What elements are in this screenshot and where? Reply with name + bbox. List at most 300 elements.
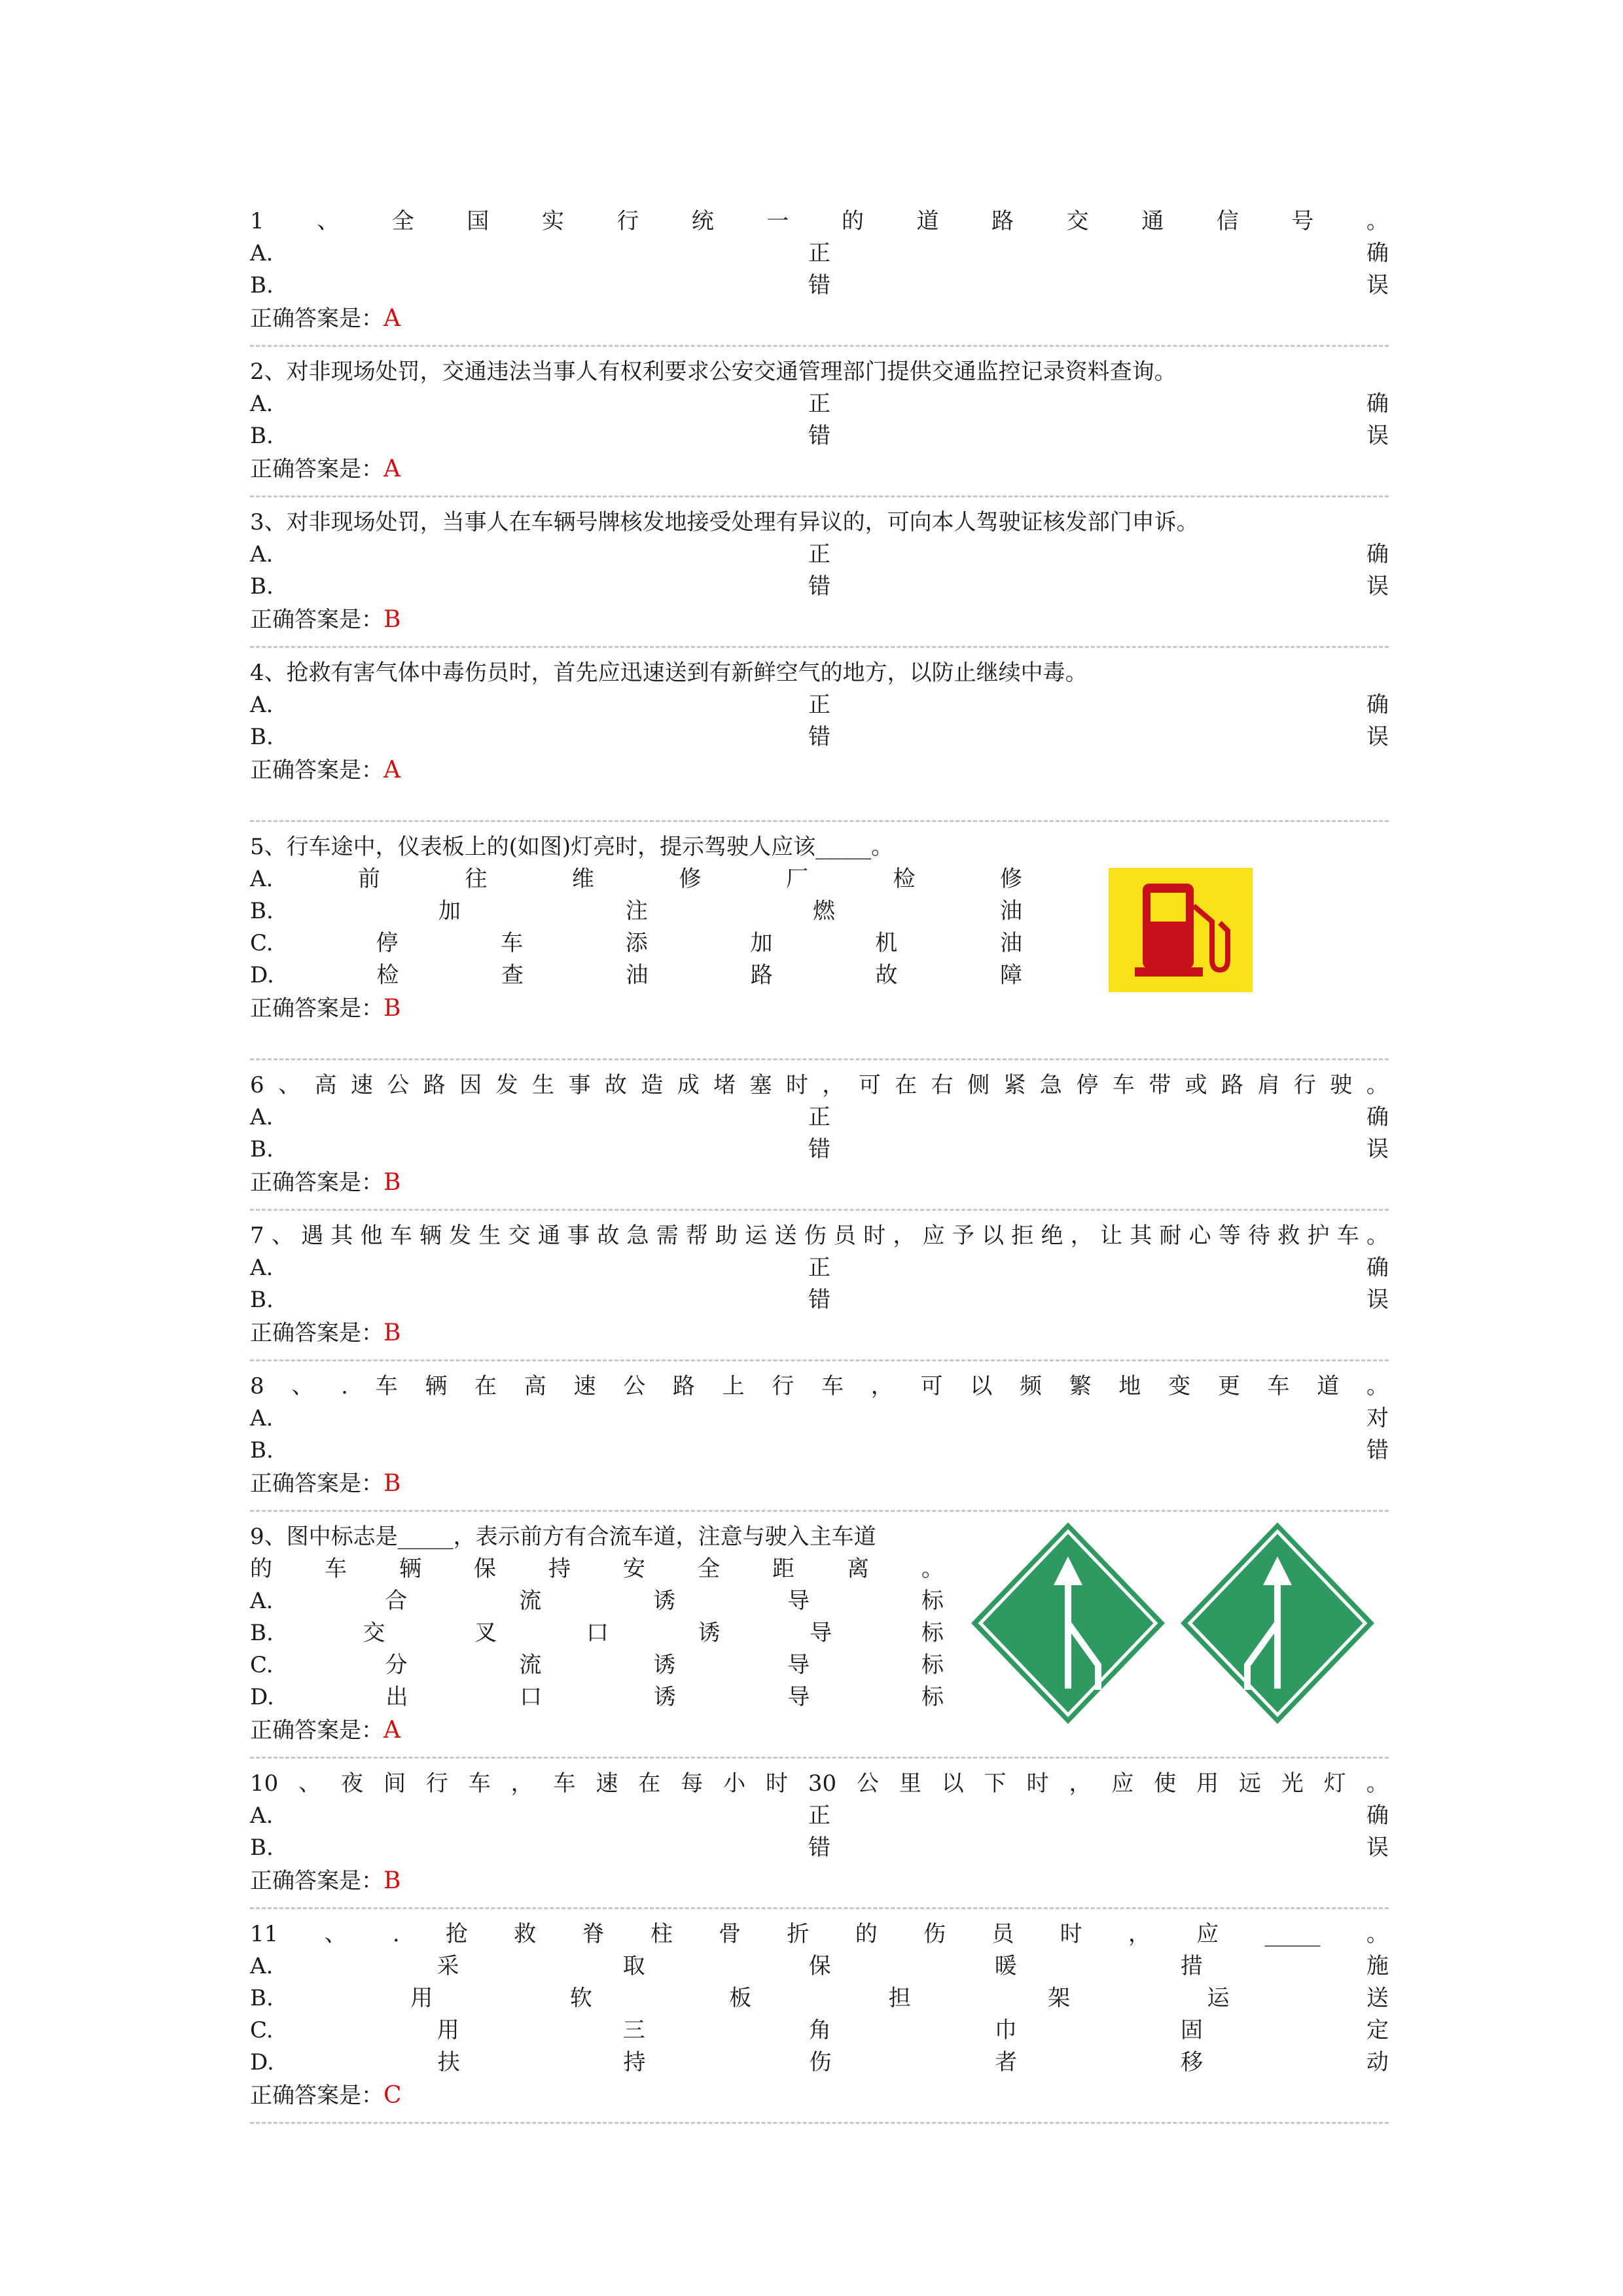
text-token: D. (250, 962, 274, 988)
option-text: 正 (808, 1255, 830, 1281)
option-b (250, 420, 1389, 452)
option-prefix: A. (250, 391, 274, 417)
text-token: 、 (291, 1373, 314, 1399)
text-token: 辆 (419, 1223, 442, 1249)
text-token: 10 (250, 1770, 279, 1797)
text-token: 以 (970, 1373, 993, 1399)
option-text: 错 (808, 423, 830, 449)
text-token: 辆 (425, 1373, 448, 1399)
option-d (250, 1681, 944, 1713)
text-token: 应 (1196, 1921, 1219, 1947)
option-prefix: A. (250, 1104, 274, 1130)
correct-answer (250, 452, 1389, 486)
answer-label: 正确答案是： (250, 1471, 383, 1497)
text-token: 其 (330, 1223, 353, 1249)
text-token: 间 (383, 1770, 406, 1797)
option-prefix: B. (250, 1136, 274, 1162)
text-token: 时 (1026, 1770, 1049, 1797)
text-token: 合 (385, 1588, 408, 1614)
correct-answer (250, 603, 1389, 637)
option-text: 误 (1366, 1287, 1389, 1313)
text-token: 注 (625, 898, 648, 924)
text-token: ， (893, 1223, 916, 1249)
question-8 (250, 1361, 1389, 1512)
text-token: 在 (895, 1072, 918, 1098)
text-token: D. (250, 1684, 274, 1710)
text-token: 加 (438, 898, 461, 924)
answer-value: A (383, 1717, 401, 1744)
text-token: 事 (568, 1072, 591, 1098)
option-b (250, 1284, 1389, 1316)
text-token: 里 (899, 1770, 921, 1797)
question-title (250, 1371, 1389, 1403)
answer-value: A (383, 456, 401, 482)
text-token: 信 (1216, 208, 1239, 234)
option-text: 正 (808, 1104, 830, 1130)
text-token: 导 (787, 1588, 810, 1614)
text-token: 远 (1239, 1770, 1262, 1797)
text-token: 三 (622, 2017, 645, 2043)
option-prefix: B. (250, 573, 274, 600)
text-token: A. (250, 1953, 274, 1979)
text-token: 速 (573, 1373, 596, 1399)
text-token: 查 (501, 962, 524, 988)
text-token: 分 (385, 1652, 408, 1678)
question-10 (250, 1759, 1389, 1909)
correct-answer (250, 1316, 1389, 1350)
text-token: 发 (495, 1072, 518, 1098)
text-token: 机 (875, 930, 898, 956)
answer-label: 正确答案是： (250, 1320, 383, 1346)
correct-answer (250, 992, 1389, 1026)
text-token: 口 (586, 1620, 609, 1646)
answer-value: C (383, 2082, 402, 2109)
text-token: 架 (1048, 1985, 1071, 2011)
question-2 (250, 347, 1389, 497)
text-token: 车 (1112, 1072, 1135, 1098)
text-token: 夜 (341, 1770, 364, 1797)
text-token: 交 (1066, 208, 1089, 234)
option-c (250, 2015, 1389, 2047)
answer-value: B (383, 1169, 401, 1196)
text-token: 速 (350, 1072, 373, 1098)
text-token: 以 (982, 1223, 1005, 1249)
text-token: 心 (1188, 1223, 1211, 1249)
text-token: 伤 (809, 2049, 832, 2075)
option-a (250, 1252, 1389, 1284)
option-text: 误 (1366, 423, 1389, 449)
option-b (250, 1134, 1389, 1166)
text-token: 统 (691, 208, 714, 234)
question-title (250, 1918, 1389, 1950)
text-token: 抢 (445, 1921, 468, 1947)
text-token: C. (250, 930, 274, 956)
text-token: 公 (623, 1373, 646, 1399)
merge-lane-signs (970, 1518, 1389, 1728)
text-token: 辆 (399, 1556, 421, 1582)
text-token: 骨 (719, 1921, 741, 1947)
text-token: 通 (537, 1223, 560, 1249)
text-token: 下 (984, 1770, 1007, 1797)
option-a (250, 539, 1389, 571)
option-prefix: A. (250, 1803, 274, 1829)
option-text: 确 (1366, 240, 1389, 266)
option-b (250, 270, 1389, 302)
answer-value: B (383, 606, 401, 633)
text-token: 故 (875, 962, 898, 988)
text-token: 生 (478, 1223, 501, 1249)
text-token: 保 (808, 1953, 831, 1979)
option-prefix: A. (250, 692, 274, 718)
text-token: 紧 (1003, 1072, 1026, 1098)
text-token: 变 (1168, 1373, 1191, 1399)
option-prefix: B. (250, 724, 274, 750)
question-title: 4、抢救有害气体中毒伤员时，首先应迅速送到有新鲜空气的地方，以防止继续中毒。 (250, 660, 1088, 686)
option-a (250, 1950, 1389, 1982)
text-token: 通 (1141, 208, 1164, 234)
option-text: 正 (808, 692, 830, 718)
option-text: 误 (1366, 272, 1389, 298)
text-token: 救 (1277, 1223, 1300, 1249)
text-token: 离 (847, 1556, 869, 1582)
text-token: 高 (314, 1072, 337, 1098)
correct-answer (250, 302, 1389, 336)
answer-label: 正确答案是： (250, 1717, 383, 1744)
option-text: 错 (808, 1136, 830, 1162)
text-token: 导 (787, 1684, 810, 1710)
text-token: B. (250, 1985, 274, 2011)
option-text: 错 (808, 1287, 830, 1313)
text-token: 油 (626, 962, 649, 988)
text-token: 停 (376, 930, 399, 956)
text-token: 发 (449, 1223, 472, 1249)
text-token: 标 (921, 1588, 944, 1614)
option-a (250, 1403, 1389, 1435)
option-text: 误 (1366, 1136, 1389, 1162)
text-token: 路 (423, 1072, 446, 1098)
text-token: ， (870, 1373, 893, 1399)
text-token: B. (250, 898, 274, 924)
option-a (250, 388, 1389, 420)
answer-label: 正确答案是： (250, 2083, 383, 2109)
option-b (250, 1617, 944, 1649)
text-token: 措 (1180, 1953, 1203, 1979)
text-token: ， (822, 1072, 845, 1098)
text-token: 让 (1099, 1223, 1122, 1249)
question-title: 9、图中标志是_____，表示前方有合流车道，注意与驶入主车道 (250, 1524, 876, 1550)
question-title: 5、行车途中，仪表板上的(如图)灯亮时，提示驾驶人应该_____。 (250, 834, 894, 860)
option-c (250, 1649, 944, 1681)
text-token: B. (250, 1620, 274, 1646)
question-9 (250, 1512, 1389, 1759)
text-token: 灯 (1323, 1770, 1346, 1797)
option-text: 确 (1366, 391, 1389, 417)
text-token: 应 (1111, 1770, 1134, 1797)
text-token: 施 (1366, 1953, 1389, 1979)
text-token: 护 (1307, 1223, 1330, 1249)
question-7 (250, 1211, 1389, 1361)
text-token: 光 (1281, 1770, 1304, 1797)
text-token: 其 (1130, 1223, 1152, 1249)
option-prefix: B. (250, 1287, 274, 1313)
answer-label: 正确答案是： (250, 456, 383, 482)
option-prefix: B. (250, 1437, 274, 1463)
text-token: 停 (1076, 1072, 1099, 1098)
text-token: 可 (858, 1072, 881, 1098)
text-token: 小 (723, 1770, 746, 1797)
option-text: 错 (808, 724, 830, 750)
option-b (250, 1435, 1389, 1467)
text-token: 生 (532, 1072, 555, 1098)
text-token: 车 (501, 930, 524, 956)
option-text: 对 (1366, 1405, 1389, 1431)
text-token: 送 (1366, 1985, 1389, 2011)
text-token: C. (250, 2017, 274, 2043)
text-token: 使 (1154, 1770, 1177, 1797)
text-token: 持 (623, 2049, 646, 2075)
text-token: 前 (357, 866, 380, 892)
option-a (250, 1585, 944, 1617)
text-token: 繁 (1069, 1373, 1092, 1399)
text-token: C. (250, 1652, 274, 1678)
question-title: 2、对非现场处罚，交通违法当事人有权利要求公安交通管理部门提供交通监控记录资料查询。 (250, 359, 1177, 385)
text-token: 往 (465, 866, 488, 892)
text-token: 。 (1366, 1223, 1389, 1249)
text-token: 路 (991, 208, 1014, 234)
option-prefix: B. (250, 423, 274, 449)
option-b (250, 571, 1389, 603)
text-token: 应 (922, 1223, 945, 1249)
text-token: 需 (656, 1223, 679, 1249)
text-token: 。 (1366, 1770, 1389, 1797)
text-token: 或 (1185, 1072, 1207, 1098)
option-a (250, 238, 1389, 270)
text-token: 脊 (582, 1921, 605, 1947)
text-token: ， (1070, 1223, 1093, 1249)
text-token: 、 (278, 1072, 301, 1098)
text-token: 车 (1336, 1223, 1359, 1249)
text-token: 固 (1180, 2017, 1203, 2043)
text-token: 保 (474, 1556, 496, 1582)
text-token: 造 (641, 1072, 664, 1098)
option-text: 误 (1366, 724, 1389, 750)
text-token: 出 (385, 1684, 408, 1710)
option-text: 正 (808, 240, 830, 266)
answer-value: B (383, 1470, 401, 1497)
option-text: 错 (1366, 1437, 1389, 1463)
merge-sign-right (1181, 1522, 1374, 1724)
text-token: _____ (1264, 1921, 1321, 1947)
text-token: 油 (999, 898, 1022, 924)
option-prefix: B. (250, 272, 274, 298)
exam-document (250, 196, 1389, 2124)
text-token: 的 (250, 1556, 272, 1582)
text-token: ， (510, 1770, 533, 1797)
option-prefix: A. (250, 240, 274, 266)
text-token: 高 (524, 1373, 546, 1399)
text-token: 用 (1196, 1770, 1219, 1797)
text-token: 检 (376, 962, 399, 988)
text-token: 每 (681, 1770, 704, 1797)
option-text: 正 (808, 541, 830, 567)
option-text: 确 (1366, 541, 1389, 567)
text-token: 7 (250, 1223, 264, 1249)
text-token: 因 (459, 1072, 482, 1098)
option-text: 正 (808, 1803, 830, 1829)
correct-answer (250, 1467, 1389, 1501)
correct-answer (250, 1864, 1389, 1898)
text-token: D. (250, 2049, 274, 2075)
text-token: 事 (567, 1223, 590, 1249)
text-token: 诱 (653, 1652, 676, 1678)
text-token: 。 (1366, 1373, 1389, 1399)
text-token: 上 (722, 1373, 745, 1399)
text-token: 移 (1181, 2049, 1204, 2075)
text-token: 采 (437, 1953, 459, 1979)
option-d (250, 960, 1022, 992)
text-token: 他 (360, 1223, 383, 1249)
text-token: 车 (375, 1373, 398, 1399)
text-token: 时 (785, 1072, 808, 1098)
option-text: 确 (1366, 692, 1389, 718)
answer-value: B (383, 995, 401, 1022)
option-text: 确 (1366, 1104, 1389, 1130)
text-token: 驶 (1330, 1072, 1353, 1098)
text-token: 安 (623, 1556, 645, 1582)
text-token: 导 (787, 1652, 810, 1678)
text-token: 予 (952, 1223, 974, 1249)
question-title (250, 1220, 1389, 1252)
text-token: 急 (1039, 1072, 1062, 1098)
text-token: 车 (325, 1556, 347, 1582)
text-token: 流 (519, 1588, 542, 1614)
text-token: 定 (1366, 2017, 1389, 2043)
text-token: 距 (772, 1556, 794, 1582)
text-token: 口 (520, 1684, 543, 1710)
text-token: 在 (638, 1770, 661, 1797)
text-token: 用 (410, 1985, 433, 2011)
text-token: 时 (765, 1770, 788, 1797)
text-token: 频 (1019, 1373, 1042, 1399)
text-token: 诱 (653, 1684, 676, 1710)
text-token: 绝 (1041, 1223, 1063, 1249)
text-token: 救 (514, 1921, 537, 1947)
text-token: 的 (842, 208, 865, 234)
option-a (250, 1102, 1389, 1134)
text-token: 在 (474, 1373, 497, 1399)
text-token: 。 (1366, 208, 1389, 234)
text-token: 急 (626, 1223, 649, 1249)
text-token: 地 (1118, 1373, 1141, 1399)
text-token: 故 (604, 1072, 627, 1098)
text-token: 障 (999, 962, 1022, 988)
text-token: 塞 (749, 1072, 772, 1098)
text-token: 、 (324, 1921, 347, 1947)
option-c (250, 927, 1022, 960)
question-3 (250, 497, 1389, 648)
answer-label: 正确答案是： (250, 1868, 383, 1894)
option-text: 确 (1366, 1803, 1389, 1829)
answer-label: 正确答案是： (250, 607, 383, 633)
question-1 (250, 196, 1389, 347)
text-token: 柱 (650, 1921, 673, 1947)
correct-answer (250, 753, 1389, 787)
question-title (250, 1069, 1389, 1102)
correct-answer (250, 2079, 1389, 2113)
text-token: 取 (622, 1953, 645, 1979)
text-token: 遇 (301, 1223, 324, 1249)
text-token: 故 (597, 1223, 620, 1249)
text-token: 维 (571, 866, 594, 892)
text-token: 油 (999, 930, 1022, 956)
text-token: 动 (1366, 2049, 1389, 2075)
text-token: 持 (548, 1556, 571, 1582)
text-token: 全 (391, 208, 414, 234)
option-a (250, 689, 1389, 721)
question-title (250, 206, 1389, 238)
text-token: 折 (787, 1921, 810, 1947)
text-token: 耐 (1159, 1223, 1182, 1249)
text-token: 修 (999, 866, 1022, 892)
text-token: 待 (1248, 1223, 1271, 1249)
fuel-warning-icon (1109, 868, 1253, 992)
text-token: 30 (808, 1770, 837, 1797)
text-token: 、 (298, 1770, 321, 1797)
text-token: 更 (1217, 1373, 1240, 1399)
text-token: 检 (893, 866, 916, 892)
text-token: 车 (389, 1223, 412, 1249)
text-token: . (392, 1921, 400, 1947)
text-token: 标 (921, 1652, 944, 1678)
option-prefix: B. (250, 1835, 274, 1861)
text-token: 助 (715, 1223, 738, 1249)
text-token: 侧 (967, 1072, 990, 1098)
text-token: 、 (317, 208, 340, 234)
option-b (250, 1832, 1389, 1864)
text-token: A. (250, 1588, 274, 1614)
text-token: 车 (1267, 1373, 1290, 1399)
option-text: 错 (808, 272, 830, 298)
option-prefix: A. (250, 541, 274, 567)
text-token: 车 (821, 1373, 844, 1399)
answer-label: 正确答案是： (250, 996, 383, 1022)
question-title: 3、对非现场处罚，当事人在车辆号牌核发地接受处理有异议的，可向本人驾驶证核发部门申诉。 (250, 509, 1199, 535)
text-token: 板 (729, 1985, 752, 2011)
text-token: 流 (519, 1652, 542, 1678)
answer-label: 正确答案是： (250, 306, 383, 332)
text-token: 厂 (785, 866, 808, 892)
text-token: 肩 (1257, 1072, 1280, 1098)
text-token: 右 (931, 1072, 954, 1098)
text-token: 运 (1207, 1985, 1230, 2011)
text-token: 导 (810, 1620, 832, 1646)
text-token: 员 (991, 1921, 1014, 1947)
text-token: 路 (1221, 1072, 1244, 1098)
answer-label: 正确答案是： (250, 1170, 383, 1196)
option-text: 确 (1366, 1255, 1389, 1281)
text-token: 道 (916, 208, 939, 234)
text-token: 加 (750, 930, 773, 956)
text-token: 车 (553, 1770, 576, 1797)
text-token: 成 (677, 1072, 700, 1098)
text-token: 修 (679, 866, 702, 892)
answer-label: 正确答案是： (250, 757, 383, 783)
text-token: 拒 (1011, 1223, 1034, 1249)
text-token: 车 (468, 1770, 491, 1797)
text-token: 交 (363, 1620, 385, 1646)
option-text: 误 (1366, 1835, 1389, 1861)
text-token: 诱 (698, 1620, 721, 1646)
